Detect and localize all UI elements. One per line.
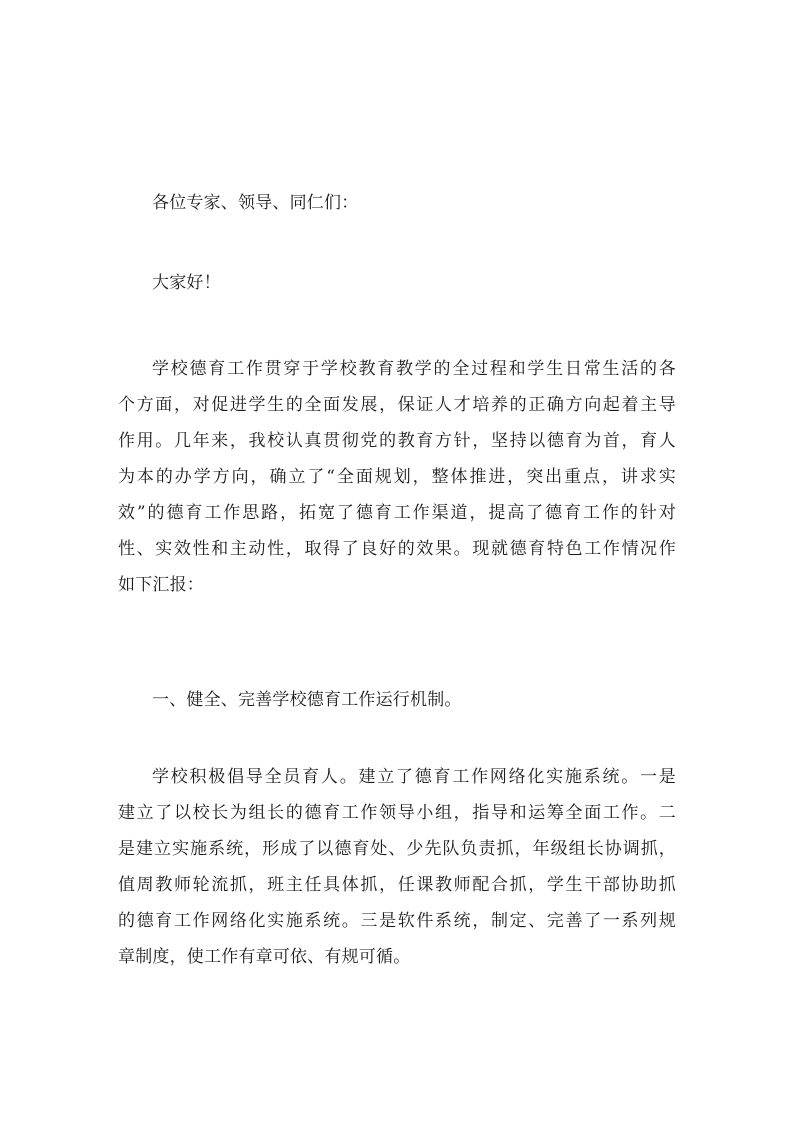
intro-paragraph: [118, 351, 676, 603]
body-line-4: 值周教师轮流抓，班主任具体抓，任课教师配合抓，学生干部协助抓: [118, 875, 676, 895]
intro-line-1: 学校德育工作贯穿于学校教育教学的全过程和学生日常生活的各: [152, 359, 676, 379]
body-line-1: 学校积极倡导全员育人。建立了德育工作网络化实施系统。一是: [152, 767, 676, 787]
hello-line: 大家好！: [152, 273, 221, 293]
intro-line-2: 个方面，对促进学生的全面发展，保证人才培养的正确方向起着主导: [118, 395, 676, 415]
intro-line-6: 性、实效性和主动性，取得了良好的效果。现就德育特色工作情况作: [118, 539, 676, 559]
greeting-line: 各位专家、领导、同仁们：: [152, 193, 359, 213]
body-line-5: 的德育工作网络化实施系统。三是软件系统，制定、完善了一系列规: [118, 911, 676, 931]
intro-line-3: 作用。几年来，我校认真贯彻党的教育方针，坚持以德育为首，育人: [118, 431, 676, 451]
intro-line-4: 为本的办学方向，确立了“全面规划，整体推进，突出重点，讲求实: [118, 467, 676, 487]
section-heading: 一、健全、完善学校德育工作运行机制。: [152, 690, 462, 710]
intro-line-7: 如下汇报：: [118, 575, 204, 595]
body-line-2: 建立了以校长为组长的德育工作领导小组，指导和运筹全面工作。二: [118, 803, 676, 823]
section-body-paragraph: [118, 759, 676, 975]
body-line-6: 章制度，使工作有章可依、有规可循。: [118, 947, 411, 967]
body-line-3: 是建立实施系统，形成了以德育处、少先队负责抓，年级组长协调抓，: [118, 839, 676, 859]
intro-line-5: 效”的德育工作思路，拓宽了德育工作渠道，提高了德育工作的针对: [118, 503, 676, 523]
